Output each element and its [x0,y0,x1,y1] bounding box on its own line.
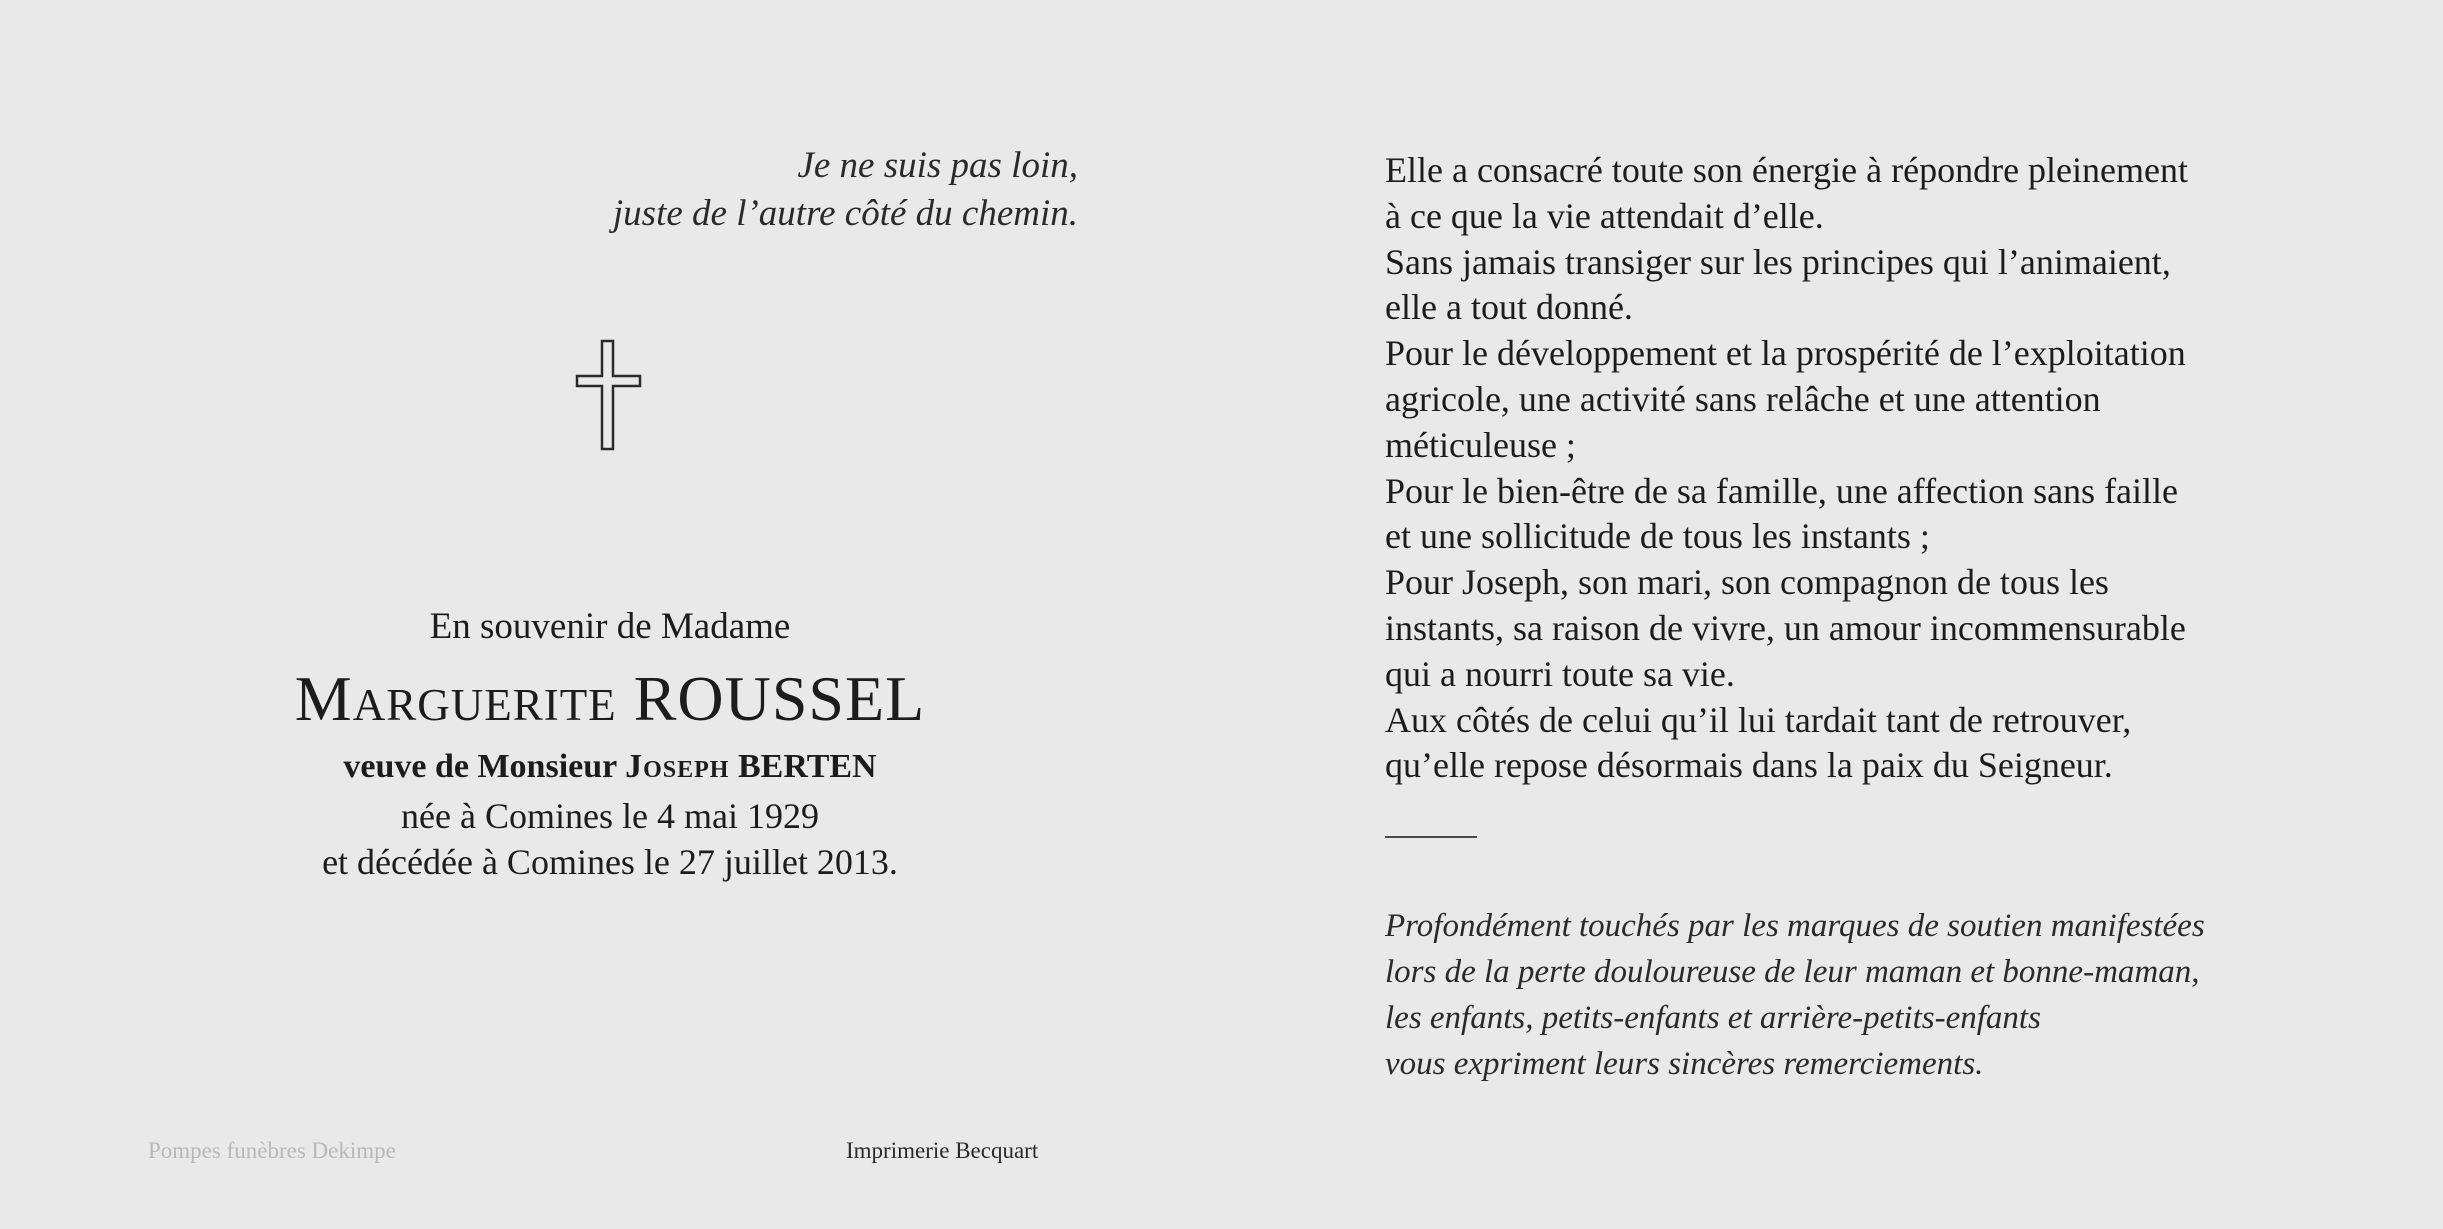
tribute-line: Elle a consacré toute son énergie à répondre pleinement [1385,150,2188,190]
thanks-line: lors de la perte douloureuse de leur maman et bonne-maman, [1385,954,2200,990]
cross-icon [573,339,645,451]
husband-first-name: Joseph [625,748,730,785]
tribute-line: Pour le bien-être de sa famille, une affection sans faille [1385,470,2179,511]
memorial-intro: En souvenir de Madame [429,606,791,647]
tribute-line: elle a tout donné. [1385,287,1633,328]
tribute-line: à ce que la vie attendait d’elle. [1385,195,1824,236]
widow-line [160,741,1060,793]
tribute-line: méticuleuse ; [1385,424,1576,465]
tribute-line: qui a nourri toute sa vie. [1385,653,1735,694]
memorial-block [160,597,1060,885]
tribute-line: Aux côtés de celui qu’il lui tardait tant de retrouver, [1385,699,2132,740]
thanks-line: Profondément touchés par les marques de soutien manifestées [1385,908,2205,944]
tribute-line: Pour Joseph, son mari, son compagnon de tous les [1385,562,2109,603]
deceased-last-name: ROUSSEL [633,663,926,734]
birth-line: née à Comines le 4 mai 1929 [401,796,819,836]
printer-credit: Imprimerie Becquart [846,1138,1039,1163]
divider-rule [1385,836,1477,838]
death-line: et décédée à Comines le 27 juillet 2013. [322,842,898,882]
thanks-text [1385,903,2385,1087]
tribute-line: Sans jamais transiger sur les principes qui l’animaient, [1385,241,2171,282]
tribute-line: Pour le développement et la prospérité de l’exploitation [1385,333,2186,374]
thanks-line: les enfants, petits-enfants et arrière-petits-enfants [1385,1000,2041,1036]
epigraph [613,142,1078,238]
tribute-line: et une sollicitude de tous les instants ; [1385,516,1930,557]
tribute-line: instants, sa raison de vivre, un amour incommensurable [1385,607,2186,648]
funeral-home-credit: Pompes funèbres Dekimpe [148,1138,396,1163]
husband-last-name: BERTEN [737,748,877,785]
thanks-line: vous expriment leurs sincères remerciements. [1385,1046,1984,1082]
tribute-line: agricole, une activité sans relâche et une attention [1385,378,2101,419]
widow-prefix: veuve de Monsieur [343,748,617,785]
deceased-first-name: Marguerite [294,663,617,734]
epigraph-line: juste de l’autre côté du chemin. [612,193,1078,234]
tribute-text [1385,148,2385,789]
epigraph-line: Je ne suis pas loin, [797,145,1078,186]
deceased-name [160,657,1060,741]
tribute-line: qu’elle repose désormais dans la paix du Seigneur. [1385,745,2113,786]
